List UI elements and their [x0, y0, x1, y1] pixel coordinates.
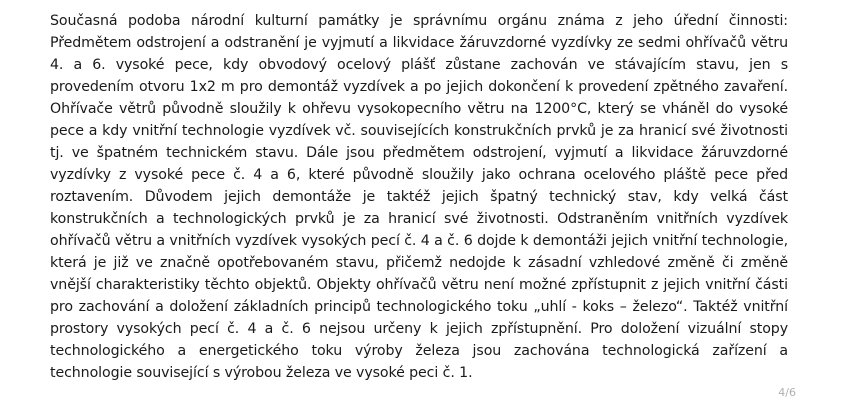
- body-paragraph: Současná podoba národní kulturní památky je správnímu orgánu známa z jeho úřední činnosti: Předmětem odstrojení a odstranění je vyjmutí a likvidace žáruvzdorné vyzdívky ze sedmi ohřívačů větru 4. a 6. vysoké pece, kdy obvodový ocelový plášť zůstane zachován ve stávajícím stavu, jen s provedením otvoru 1x2 m pro demontáž vyzdívek a po jejich dokončení k provedení zpětného zavaření. Ohřívače větrů původně sloužily k ohřevu vysokopecního větru na 1200°C, který se vháněl do vysoké pece a kdy vnitřní technologie vyzdívek vč. souvisejících konstrukčních prvků je za hranicí své životnosti tj. ve špatném technickém stavu. Dále jsou předmětem odstrojení, vyjmutí a likvidace žáruvzdorné vyzdívky z vysoké pece č. 4 a 6, které původně sloužily jako ochrana ocelového pláště pece před roztavením. Důvodem jejich demontáže je taktéž jejich špatný technický stav, kdy velká část konstrukčních a technologických prvků je za hranicí své životnosti. Odstraněním vnitřních vyzdívek ohřívačů větru a vnitřních vyzdívek vysokých pecí č. 4 a č. 6 dojde k demontáži jejich vnitřní technologie, která je již ve značně opotřebovaném stavu, přičemž nedojde k zásadní vzhledové změně či změně vnější charakteristiky těchto objektů. Objekty ohřívačů větru není možné zpřístupnit z jejich vnitřní části pro zachování a doložení základních principů technologického toku „uhlí - koks – železo“. Taktéž vnitřní prostory vysokých pecí č. 4 a č. 6 nejsou určeny k jejich zpřístupnění. Pro doložení vizuální stopy technologického a energetického toku výroby železa jsou zachována technologická zařízení a technologie související s výrobou železa ve vysoké peci č. 1.: [50, 13, 788, 381]
- page-number: 4/6: [778, 386, 796, 399]
